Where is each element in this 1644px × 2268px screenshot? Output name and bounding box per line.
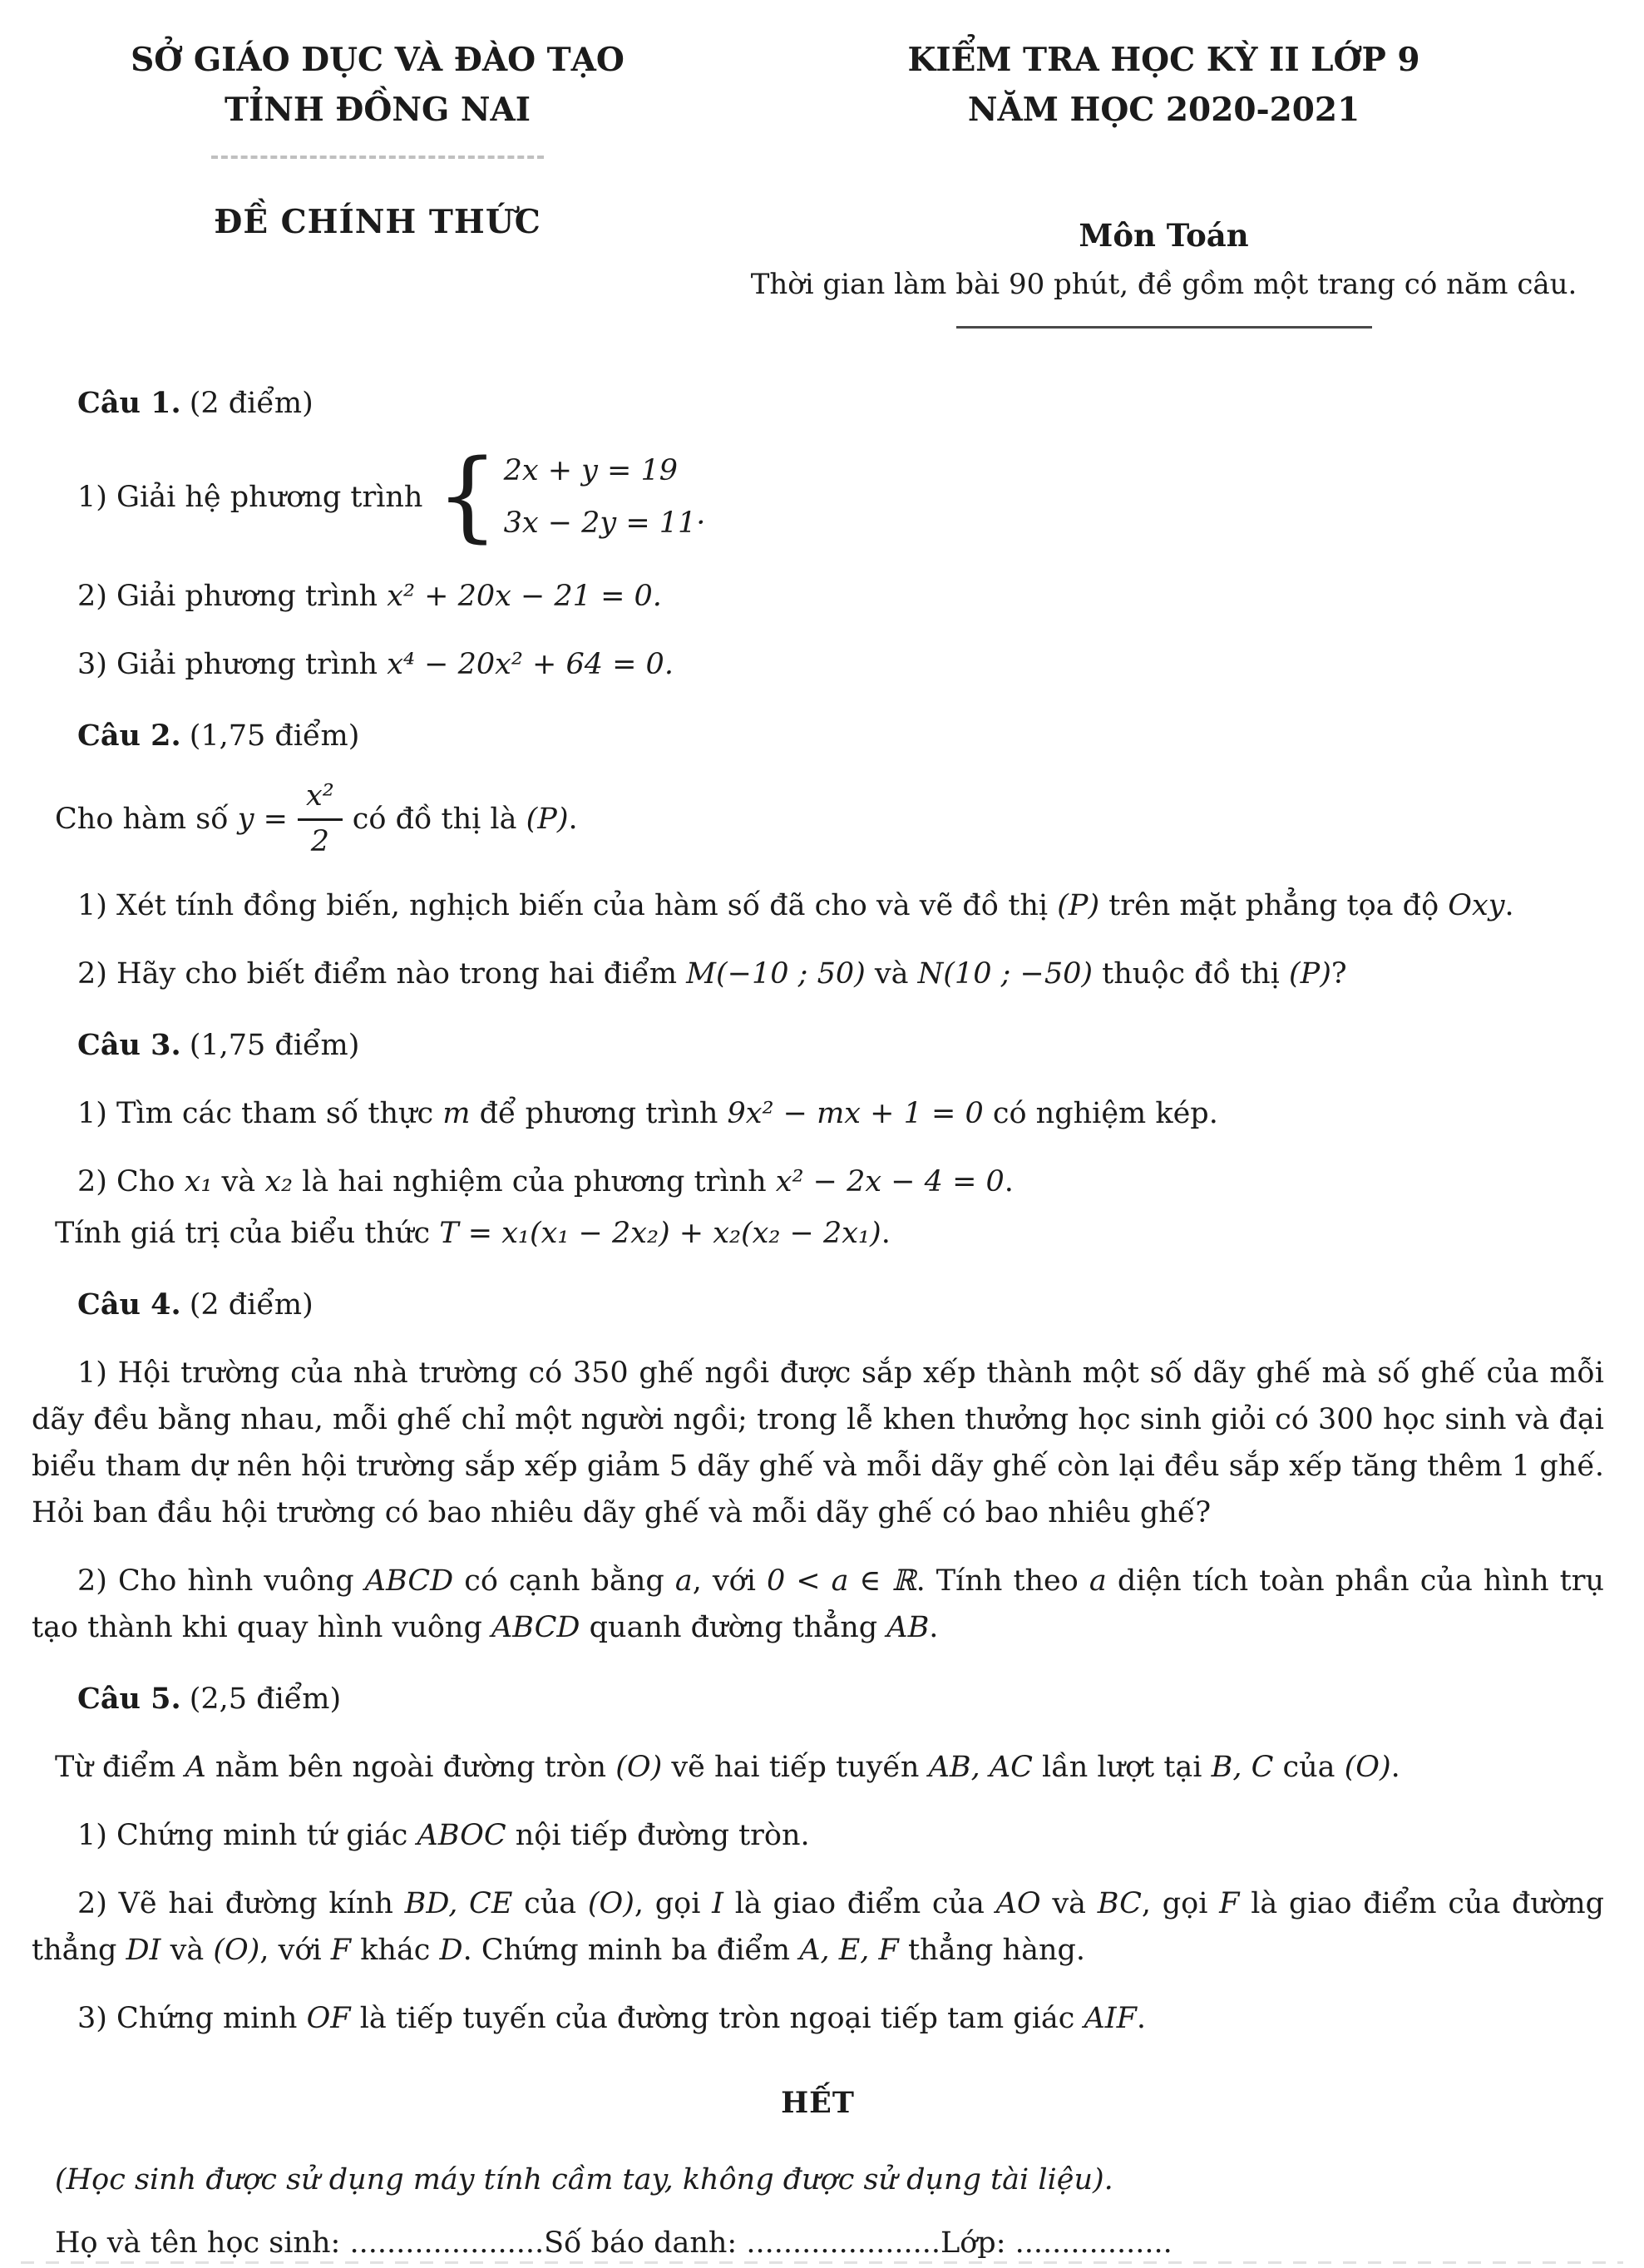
math-segment: T = x₁(x₁ − 2x₂) + x₂(x₂ − 2x₁)	[439, 1217, 881, 1251]
text-segment: khác	[351, 1934, 440, 1968]
math-segment: x² − 2x − 4 = 0	[775, 1165, 1005, 1199]
math-segment: 0 < a ∈ ℝ	[766, 1564, 916, 1598]
math-segment: D	[439, 1934, 463, 1968]
text-segment: là hai nghiệm của phương trình	[293, 1165, 776, 1199]
text-segment: 2) Giải phương trình	[77, 580, 388, 614]
item-text	[77, 474, 422, 521]
text-segment: 1) Chứng minh tứ giác	[77, 1819, 417, 1853]
exam-title-block	[723, 35, 1604, 329]
question-3-item-2	[32, 1159, 1604, 1205]
text-segment: thuộc đồ thị	[1093, 957, 1289, 991]
text-segment: trên mặt phẳng tọa độ	[1099, 889, 1449, 923]
math-segment: A, E, F	[799, 1934, 899, 1968]
exam-title-line2: NĂM HỌC 2020-2021	[967, 91, 1360, 130]
text-segment: .	[1504, 889, 1514, 923]
text-segment: 2) Vẽ hai đường kính	[77, 1887, 405, 1921]
math-segment: I	[712, 1887, 723, 1921]
text-segment: để phương trình	[470, 1097, 728, 1131]
math-segment: AO	[995, 1887, 1041, 1921]
math-segment: ABCD	[491, 1611, 580, 1645]
math-segment: x⁴ − 20x² + 64 = 0.	[387, 648, 674, 682]
exam-type-label: ĐỀ CHÍNH THỨC	[214, 202, 541, 241]
text-segment: 2) Cho hình vuông	[77, 1564, 365, 1598]
math-segment: F	[1219, 1887, 1240, 1921]
math-segment: Oxy	[1448, 889, 1505, 923]
math-segment: N(10 ; −50)	[917, 957, 1094, 991]
text-segment: 2) Hãy cho biết điểm nào trong hai điểm	[77, 957, 687, 991]
question-5-item-1	[32, 1812, 1604, 1859]
question-2-item-2	[32, 951, 1604, 997]
question-points: (2 điểm)	[189, 1288, 313, 1322]
text-segment: thẳng hàng.	[898, 1934, 1086, 1968]
text-segment: có cạnh bằng	[453, 1564, 675, 1598]
math-segment: 9x² − mx + 1 = 0	[727, 1097, 984, 1131]
math-segment: (P)	[1057, 889, 1100, 923]
text-segment: của	[512, 1887, 588, 1921]
question-number: Câu 1.	[77, 386, 181, 421]
text-segment: Lớp:	[940, 2226, 1015, 2261]
math-segment: AB, AC	[928, 1751, 1033, 1785]
question-number: Câu 5.	[77, 1682, 181, 1717]
math-segment: (O)	[1344, 1751, 1391, 1785]
math-segment: ABCD	[364, 1564, 454, 1598]
math-segment: A	[185, 1751, 206, 1785]
text-segment: có nghiệm kép.	[983, 1097, 1218, 1131]
text-segment: Số báo danh:	[544, 2226, 747, 2261]
text-segment: .	[881, 1217, 891, 1251]
text-segment: Tính giá trị của biểu thức	[55, 1217, 440, 1251]
equation-1: 2x + y = 19	[503, 454, 679, 488]
text-segment: , gọi	[1141, 1887, 1220, 1921]
text-segment: . Chứng minh ba điểm	[462, 1934, 800, 1968]
text-segment: là giao điểm của đường thẳng	[32, 1887, 1605, 1968]
math-segment: BD, CE	[404, 1887, 513, 1921]
text-segment: .	[929, 1611, 939, 1645]
exam-body	[32, 380, 1604, 2266]
header-left-divider	[211, 156, 544, 159]
text-segment: của	[1273, 1751, 1345, 1785]
text-segment: . Tính theo	[916, 1564, 1089, 1598]
question-1-item-2	[32, 573, 1604, 620]
authority-line1: SỞ GIÁO DỤC VÀ ĐÀO TẠO	[131, 41, 625, 79]
end-of-exam-label: HẾT	[781, 2086, 855, 2121]
calculator-note: (Học sinh được sử dụng máy tính cầm tay, không được sử dụng tài liệu).	[55, 2163, 1113, 2197]
question-2-intro	[32, 778, 1604, 861]
math-segment: x₂	[264, 1165, 294, 1199]
question-4-item-2	[32, 1558, 1604, 1651]
text-segment: .................	[1015, 2226, 1173, 2261]
question-points: (2 điểm)	[189, 387, 313, 421]
fraction-denominator: 2	[310, 824, 330, 858]
text-segment: 2) Cho	[77, 1165, 185, 1199]
math-segment: a	[674, 1564, 693, 1598]
question-number: Câu 3.	[77, 1028, 181, 1063]
question-5-item-3	[32, 1995, 1604, 2042]
math-segment: F	[330, 1934, 352, 1968]
text-segment: vẽ hai tiếp tuyến	[662, 1751, 929, 1785]
text-segment: , với	[692, 1564, 767, 1598]
text-segment: 1) Tìm các tham số thực	[77, 1097, 443, 1131]
question-4-title	[32, 1282, 1604, 1328]
fraction	[298, 778, 343, 861]
question-number: Câu 4.	[77, 1287, 181, 1322]
question-3-item-2-continuation	[32, 1210, 1604, 1257]
text-segment: và	[160, 1934, 214, 1968]
math-segment: (O)	[615, 1751, 663, 1785]
math-segment: B, C	[1211, 1751, 1274, 1785]
math-segment: BC	[1097, 1887, 1142, 1921]
math-segment: x² + 20x − 21 = 0.	[387, 580, 662, 614]
math-segment: DI	[126, 1934, 161, 1968]
text-segment: .	[1390, 1751, 1400, 1785]
text-segment: .	[568, 803, 578, 837]
math-segment: OF	[306, 2002, 351, 2036]
question-5-item-2	[32, 1880, 1604, 1974]
question-5-title	[32, 1676, 1604, 1722]
question-points: (1,75 điểm)	[189, 1029, 360, 1063]
equation-2: 3x − 2y = 11·	[503, 506, 706, 541]
math-segment: AB	[886, 1611, 930, 1645]
text-segment: và	[212, 1165, 265, 1199]
question-points: (1,75 điểm)	[189, 719, 360, 754]
question-4-item-1	[32, 1350, 1604, 1536]
text-segment: 1) Hội trường của nhà trường có 350 ghế ngồi được sắp xếp thành một số dãy ghế mà số ghế của mỗi dãy đều bằng nhau, mỗi ghế chỉ một người ngồi; trong lễ khen thưởng học sinh giỏi có 300 học sinh và đại biểu tham dự nên hội trường sắp xếp giảm 5 dãy ghế và mỗi dãy ghế còn lại đều sắp xếp tăng thêm 1 ghế. Hỏi ban đầu hội trường có bao nhiêu dãy ghế và mỗi dãy ghế có bao nhiêu ghế?	[32, 1356, 1604, 1530]
text-segment: Từ điểm	[55, 1751, 185, 1785]
student-info-line	[32, 2220, 1604, 2266]
question-1-item-3	[32, 641, 1604, 688]
text-segment: là tiếp tuyến của đường tròn ngoại tiếp tam giác	[350, 2002, 1084, 2036]
math-segment: (P)	[526, 803, 569, 837]
question-3-title	[32, 1022, 1604, 1069]
text-segment: 3) Chứng minh	[77, 2002, 307, 2036]
scan-edge-artifact	[21, 2261, 1623, 2264]
fraction-numerator: x²	[298, 778, 343, 821]
math-segment: y =	[237, 803, 288, 837]
subject-label: Môn Toán	[1079, 216, 1249, 254]
question-points: (2,5 điểm)	[189, 1682, 342, 1717]
math-segment: a	[1089, 1564, 1107, 1598]
intro-text	[353, 796, 578, 842]
text-segment: .	[1136, 2002, 1147, 2036]
math-segment: (O)	[213, 1934, 260, 1968]
text-segment: ?	[1331, 957, 1347, 991]
header	[32, 35, 1604, 329]
system-brace: {	[436, 437, 499, 553]
question-3-item-1	[32, 1090, 1604, 1137]
text-segment: nội tiếp đường tròn.	[506, 1819, 810, 1853]
question-5-intro	[32, 1744, 1604, 1791]
issuing-authority-block	[32, 35, 723, 329]
math-segment: (P)	[1289, 957, 1331, 991]
authority-line2: TỈNH ĐỒNG NAI	[224, 91, 531, 130]
question-number: Câu 2.	[77, 719, 181, 754]
question-2-title	[32, 713, 1604, 759]
text-segment: có đồ thị là	[352, 803, 526, 837]
text-segment: quanh đường thẳng	[580, 1611, 887, 1645]
question-1-item-1	[32, 437, 1604, 553]
math-segment: M(−10 ; 50)	[686, 957, 866, 991]
text-segment: 1) Giải hệ phương trình	[77, 481, 423, 515]
text-segment: diện tích toàn phần của hình trụ tạo thành khi quay hình vuông	[32, 1564, 1605, 1645]
text-segment: .	[1004, 1165, 1014, 1199]
text-segment: 1) Xét tính đồng biến, nghịch biến của hàm số đã cho và vẽ đồ thị	[77, 889, 1058, 923]
text-segment: Họ và tên học sinh:	[55, 2226, 350, 2261]
text-segment: , với	[259, 1934, 331, 1968]
system-equations	[504, 445, 706, 550]
text-segment: là giao điểm của	[723, 1887, 996, 1921]
text-segment: và	[1040, 1887, 1098, 1921]
text-segment: Cho hàm số	[55, 803, 238, 837]
math-segment: AIF	[1084, 2002, 1137, 2036]
text-segment: 3) Giải phương trình	[77, 648, 388, 682]
text-segment: lần lượt tại	[1032, 1751, 1212, 1785]
text-segment: và	[865, 957, 918, 991]
math-segment: ABOC	[417, 1819, 506, 1853]
exam-title-line1: KIỂM TRA HỌC KỲ II LỚP 9	[907, 41, 1420, 79]
equation-system	[436, 437, 706, 553]
question-2-item-1	[32, 882, 1604, 929]
math-segment: (O)	[587, 1887, 634, 1921]
math-segment: x₁	[184, 1165, 213, 1199]
header-right-divider	[956, 326, 1372, 329]
text-segment: .....................	[349, 2226, 545, 2261]
text-segment: , gọi	[634, 1887, 713, 1921]
text-segment: .....................	[746, 2226, 940, 2261]
intro-text	[55, 796, 288, 842]
text-segment: nằm bên ngoài đường tròn	[205, 1751, 616, 1785]
duration-note: Thời gian làm bài 90 phút, đề gồm một trang có năm câu.	[750, 268, 1577, 302]
math-segment: m	[442, 1097, 471, 1131]
question-1-title	[32, 380, 1604, 427]
